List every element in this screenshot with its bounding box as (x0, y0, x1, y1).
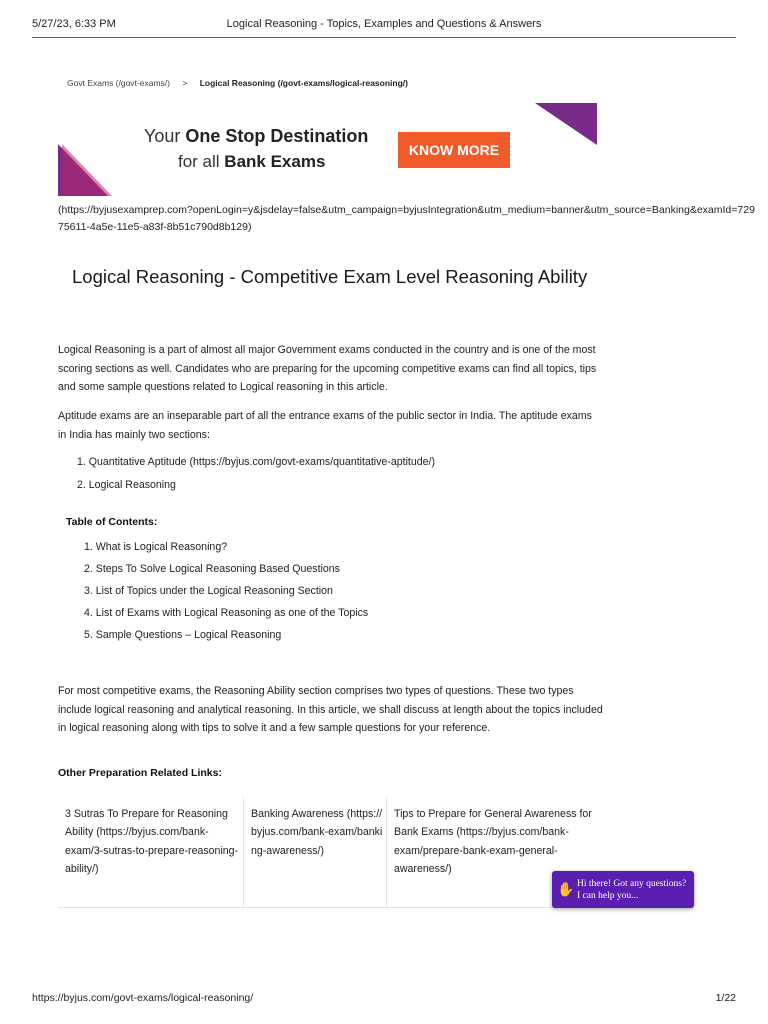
toc-item[interactable]: 2. Steps To Solve Logical Reasoning Based Questions (84, 563, 340, 575)
toc-item[interactable]: 5. Sample Questions – Logical Reasoning (84, 629, 282, 641)
chat-widget-text (577, 878, 686, 902)
list-item-logical-reasoning: 2. Logical Reasoning (77, 479, 176, 491)
breadcrumb-link-govt-exams[interactable]: Govt Exams (/govt-exams/) (67, 78, 170, 88)
toc-item[interactable]: 1. What is Logical Reasoning? (84, 541, 228, 553)
banner-tagline-2: for all Bank Exams (178, 152, 326, 171)
print-footer-url: https://byjus.com/govt-exams/logical-reasoning/ (32, 992, 254, 1004)
toc-item[interactable]: 3. List of Topics under the Logical Reasoning Section (84, 585, 333, 597)
waving-hand-icon: ✋ (557, 881, 575, 897)
intro-paragraph: Logical Reasoning is a part of almost all major Government exams conducted in the country and is one of the most scoring sections as well. Candidates who are preparing for the upcoming competitive exams can find all topics, tips and some sample questions related to Logical reasoning in this article. (58, 344, 597, 393)
related-links-table (58, 797, 598, 908)
related-link-reasoning-sutras[interactable]: 3 Sutras To Prepare for Reasoning Ability (https://byjus.com/bank-exam/3-sutras-to-prepare-reasoning-ability/) (58, 797, 244, 907)
aptitude-sections-list (77, 456, 435, 502)
breadcrumb-separator: > (182, 78, 188, 88)
toc-title: Table of Contents: (66, 516, 158, 528)
related-links-title: Other Preparation Related Links: (58, 767, 222, 779)
page-title: Logical Reasoning - Competitive Exam Level Reasoning Ability (72, 266, 588, 287)
aptitude-paragraph: Aptitude exams are an inseparable part of all the entrance exams of the public sector in India. The aptitude exams in India has mainly two sections: (58, 410, 592, 441)
breadcrumb (67, 78, 408, 88)
banner-decoration-left-overlay (62, 144, 112, 196)
banner-decoration-right (535, 103, 597, 145)
print-header (0, 0, 768, 38)
banner-tagline-1: Your One Stop Destination (144, 126, 369, 146)
chat-greeting: Hi there! Got any questions? (577, 878, 687, 889)
related-link-banking-awareness[interactable]: Banking Awareness (https://byjus.com/bank-exam/banking-awareness/) (244, 797, 387, 907)
toc-item[interactable]: 4. List of Exams with Logical Reasoning as one of the Topics (84, 607, 369, 619)
header-divider (32, 37, 736, 38)
related-link-general-awareness[interactable]: Tips to Prepare for General Awareness for Bank Exams (https://byjus.com/bank-exam/prepare-bank-exam-general-awareness/) (394, 808, 592, 875)
print-datetime: 5/27/23, 6:33 PM (32, 18, 116, 30)
reasoning-types-paragraph: For most competitive exams, the Reasoning Ability section comprises two types of questions. These two types include logical reasoning and analytical reasoning. In this article, we shall discuss at length about the topics included in logical reasoning along with tips to solve it and a few sample questions for your reference. (58, 685, 603, 734)
table-of-contents (84, 541, 368, 651)
print-page-title: Logical Reasoning - Topics, Examples and Questions & Answers (226, 18, 542, 30)
breadcrumb-current[interactable]: Logical Reasoning (/govt-exams/logical-reasoning/) (199, 78, 408, 88)
list-item-quantitative-aptitude[interactable]: 1. Quantitative Aptitude (https://byjus.com/govt-exams/quantitative-aptitude/) (77, 456, 436, 468)
page-number: 1/22 (715, 992, 736, 1004)
banner-link-url[interactable]: (https://byjusexamprep.com?openLogin=y&jsdelay=false&utm_campaign=byjusIntegration&utm_medium=banner&utm_source=Banking&examId=72975611-4a5e-11e5-a83f-8b51c790d8b129) (58, 204, 755, 233)
bank-exams-banner[interactable] (58, 100, 598, 198)
chat-subtext: I can help you... (577, 890, 639, 901)
know-more-button[interactable]: KNOW MORE (398, 132, 510, 168)
chat-widget[interactable] (552, 871, 694, 908)
